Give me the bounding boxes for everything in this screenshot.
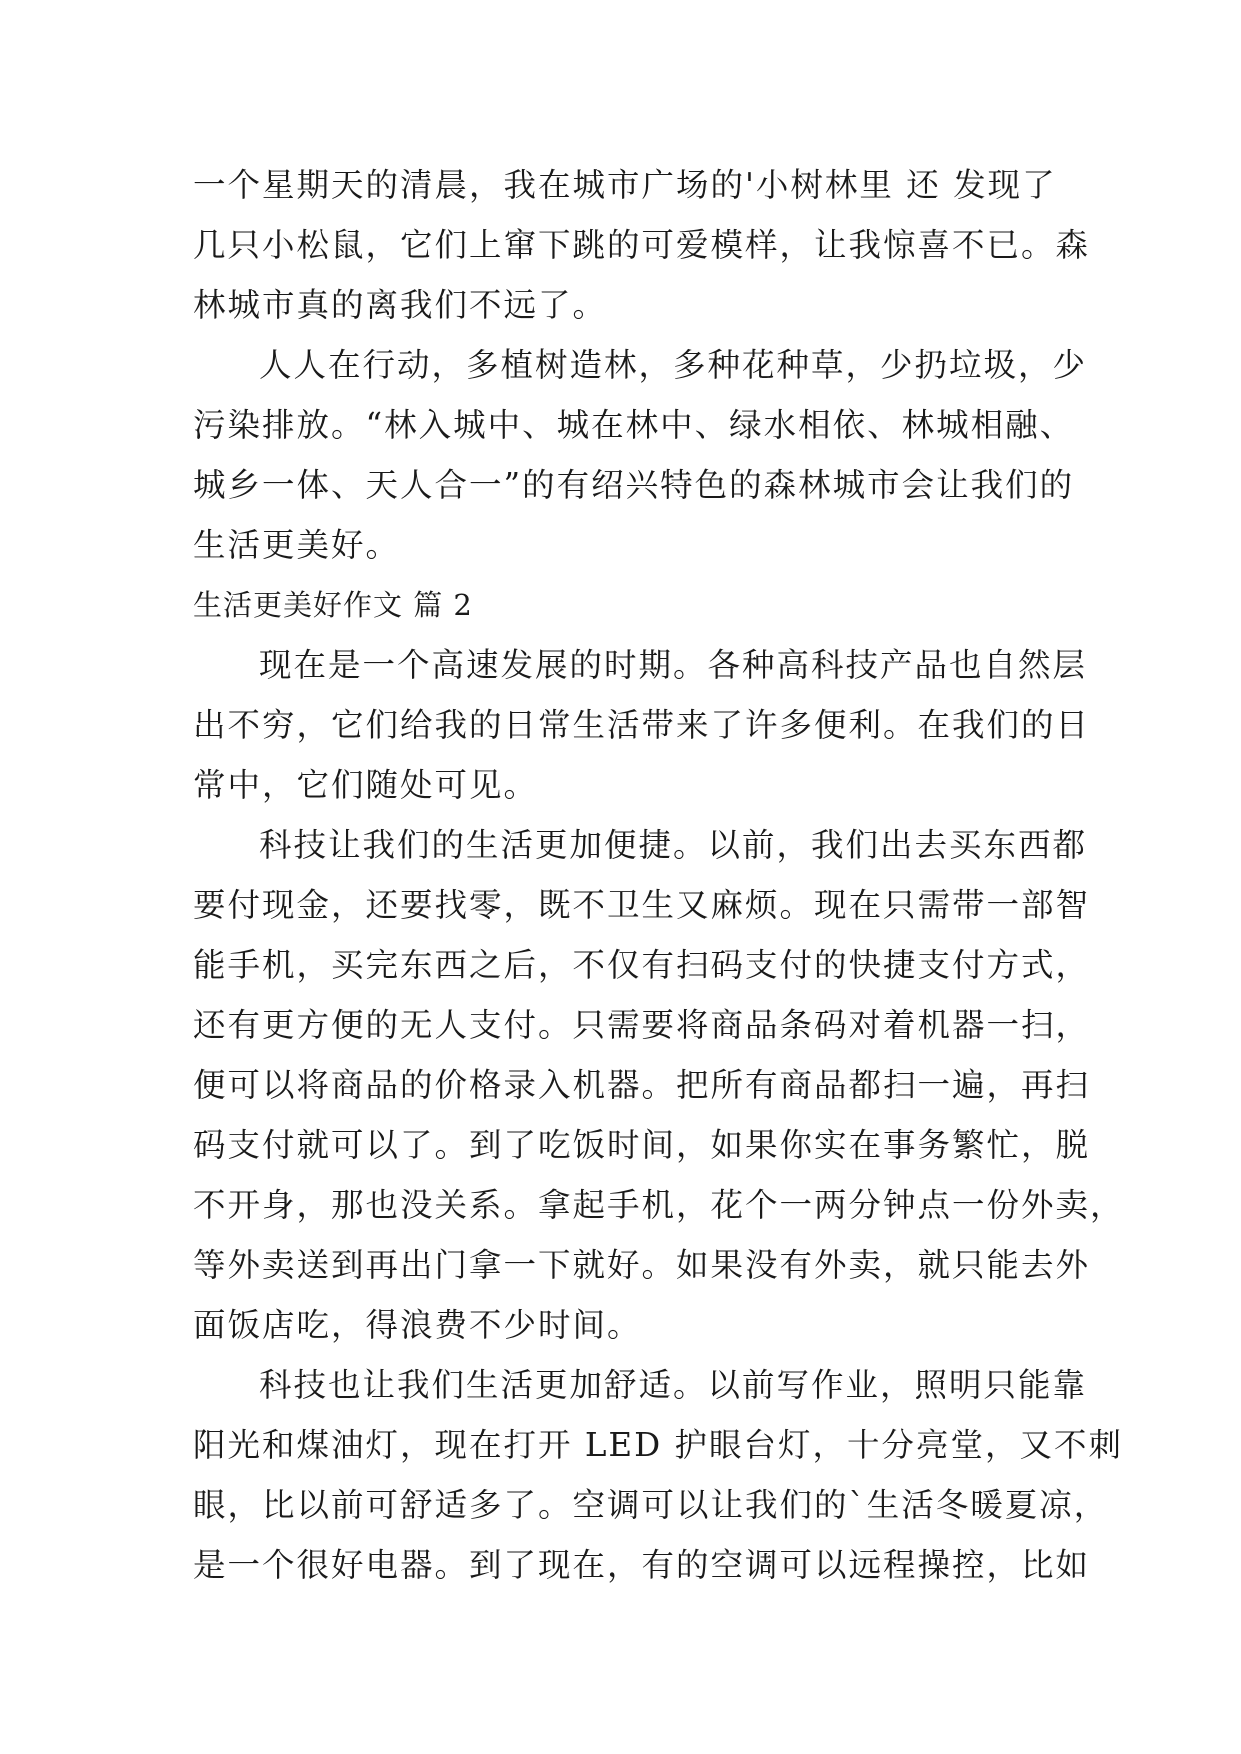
text-line: 污染排放。“林入城中、城在林中、绿水相依、林城相融、 [193,406,1075,444]
text-line: 码支付就可以了。到了吃饭时间，如果你实在事务繁忙，脱 [193,1126,1091,1164]
text-line: 不开身，那也没关系。拿起手机，花个一两分钟点一份外卖， [193,1186,1125,1224]
text-line: 能手机，买完东西之后，不仅有扫码支付的快捷支付方式， [193,946,1091,984]
text-line: 阳光和煤油灯，现在打开 LED 护眼台灯，十分亮堂，又不刺 [193,1426,1124,1464]
paragraph-first-line: 人人在行动，多植树造林，多种花种草，少扔垃圾，少 [259,346,1088,384]
text-line: 几只小松鼠，它们上窜下跳的可爱模样，让我惊喜不已。森 [193,226,1091,264]
text-line: 一个星期天的清晨，我在城市广场的'小树林里 还 发现了 [193,166,1057,204]
text-line: 生活更美好。 [193,526,401,564]
text-line: 等外卖送到再出门拿一下就好。如果没有外卖，就只能去外 [193,1246,1091,1284]
section-heading: 生活更美好作文 篇 2 [193,588,473,622]
text-line: 城乡一体、天人合一”的有绍兴特色的森林城市会让我们的 [193,466,1075,504]
text-line: 是一个很好电器。到了现在，有的空调可以远程操控，比如 [193,1546,1091,1584]
text-line: 林城市真的离我们不远了。 [193,286,608,324]
text-line: 出不穷，它们给我的日常生活带来了许多便利。在我们的日 [193,706,1091,744]
paragraph-first-line: 科技让我们的生活更加便捷。以前，我们出去买东西都 [259,826,1088,864]
text-line: 要付现金，还要找零，既不卫生又麻烦。现在只需带一部智 [193,886,1091,924]
document-body [193,155,1125,1595]
text-line: 眼，比以前可舒适多了。空调可以让我们的`生活冬暖夏凉， [193,1486,1109,1524]
text-line: 还有更方便的无人支付。只需要将商品条码对着机器一扫， [193,1006,1091,1044]
text-line: 便可以将商品的价格录入机器。把所有商品都扫一遍，再扫 [193,1066,1091,1104]
text-line: 常中，它们随处可见。 [193,766,539,804]
paragraph-first-line: 科技也让我们生活更加舒适。以前写作业，照明只能靠 [259,1366,1088,1404]
paragraph-first-line: 现在是一个高速发展的时期。各种高科技产品也自然层 [259,646,1088,684]
text-line: 面饭店吃，得浪费不少时间。 [193,1306,642,1344]
